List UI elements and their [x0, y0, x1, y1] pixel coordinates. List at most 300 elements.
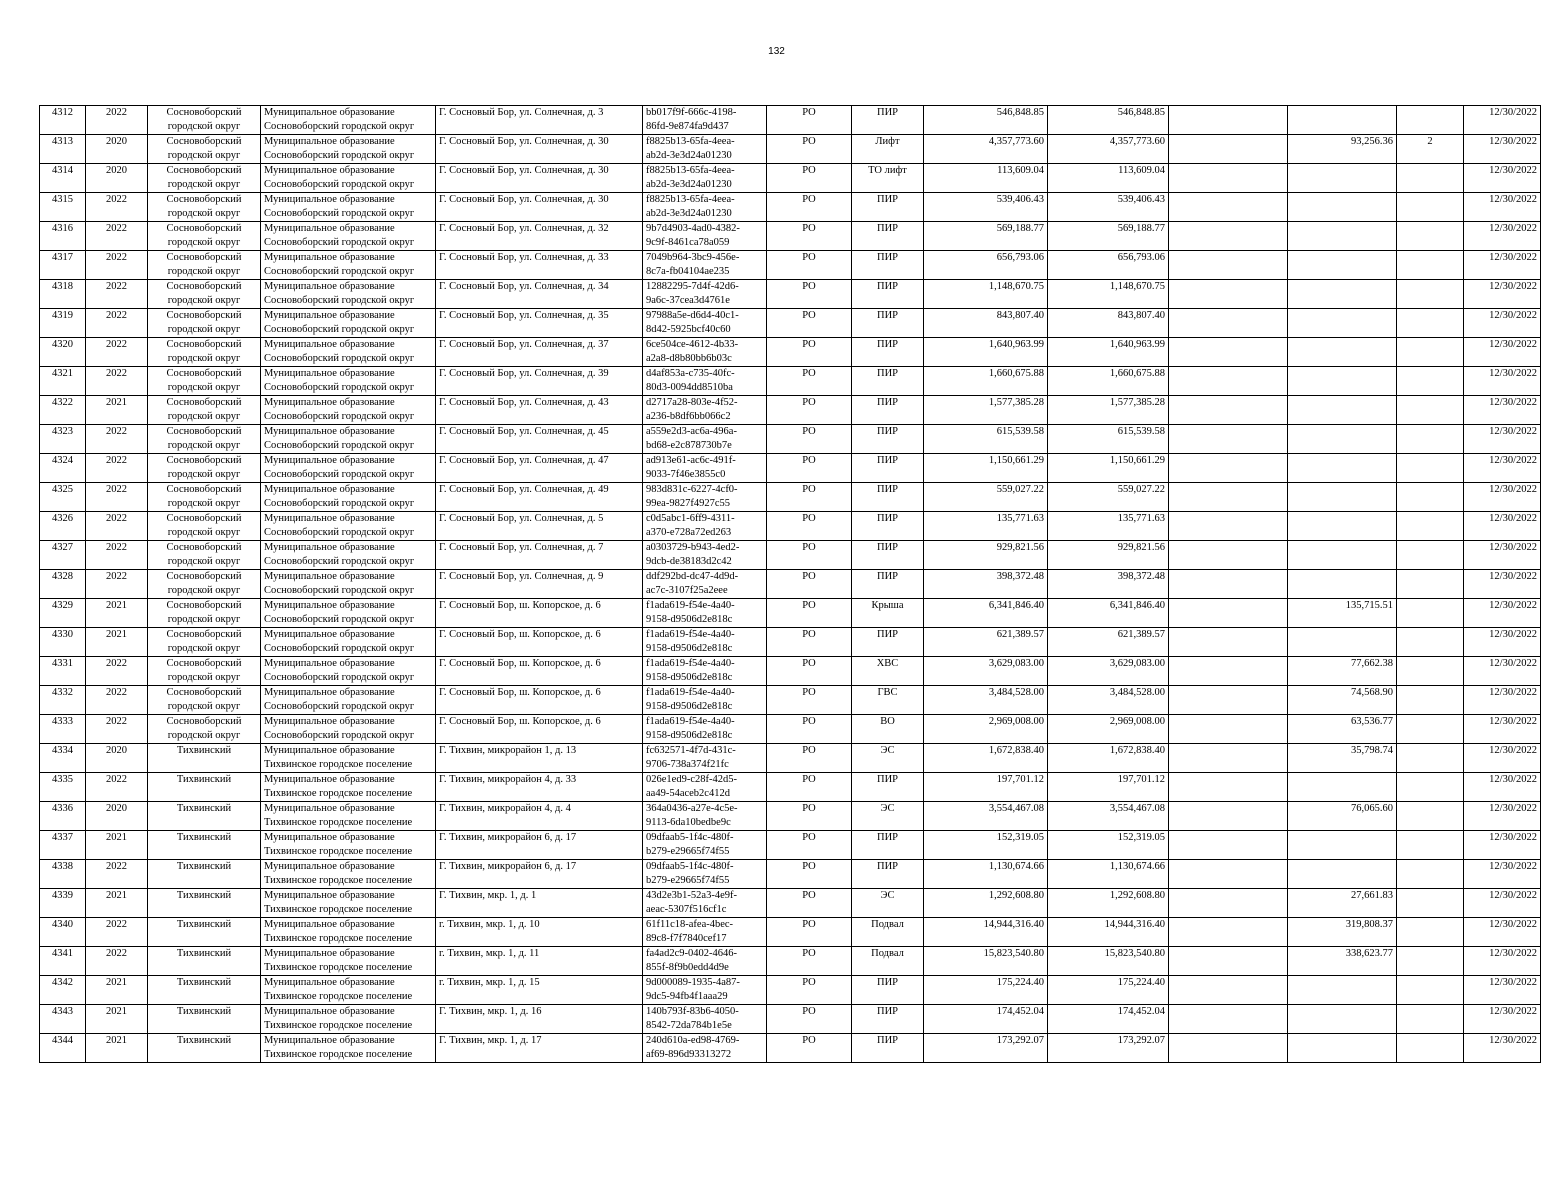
date-cell: 12/30/2022	[1464, 918, 1541, 947]
guid-line: 364a0436-a27e-4c5e-	[646, 803, 738, 814]
cost-cell: 6,341,846.40	[924, 599, 1048, 628]
address-cell: Г. Сосновый Бор, ш. Копорское, д. 6	[436, 715, 643, 744]
municipality-line: Муниципальное образование	[264, 223, 395, 234]
guid-cell	[643, 541, 767, 570]
municipality-line: Тихвинское городское поселение	[264, 1049, 413, 1060]
year-cell: 2022	[86, 657, 148, 686]
extra-amount-cell	[1288, 309, 1397, 338]
row-number-cell: 4315	[40, 193, 86, 222]
municipality-cell	[261, 744, 436, 773]
municipality-cell	[261, 570, 436, 599]
row-number-cell: 4332	[40, 686, 86, 715]
table-row	[40, 802, 1541, 831]
municipality-line: Муниципальное образование	[264, 281, 395, 292]
municipality-line: Муниципальное образование	[264, 600, 395, 611]
municipality-line: Муниципальное образование	[264, 484, 395, 495]
work-type-cell: ПИР	[852, 1005, 924, 1034]
extra-amount-cell: 135,715.51	[1288, 599, 1397, 628]
date-cell: 12/30/2022	[1464, 976, 1541, 1005]
municipality-cell	[261, 135, 436, 164]
type-cell: РО	[767, 338, 852, 367]
extra-cell-3	[1397, 483, 1464, 512]
work-type-cell: ГВС	[852, 686, 924, 715]
guid-line: 7049b964-3bc9-456e-	[646, 252, 740, 263]
municipality-cell	[261, 599, 436, 628]
municipality-line: Сосновоборский городской округ	[264, 295, 415, 306]
type-cell: РО	[767, 831, 852, 860]
guid-line: 80d3-0094dd8510ba	[646, 382, 733, 393]
guid-line: fc632571-4f7d-431c-	[646, 745, 736, 756]
guid-line: a559e2d3-ac6a-496a-	[646, 426, 737, 437]
amount-cell: 546,848.85	[1048, 106, 1169, 135]
address-cell: Г. Сосновый Бор, ул. Солнечная, д. 9	[436, 570, 643, 599]
extra-amount-cell	[1288, 976, 1397, 1005]
work-type-cell: ПИР	[852, 309, 924, 338]
district-cell	[148, 686, 261, 715]
guid-line: bd68-e2c878730b7e	[646, 440, 732, 451]
extra-cell-3	[1397, 512, 1464, 541]
guid-line: 9158-d9506d2e818c	[646, 614, 733, 625]
extra-amount-cell: 35,798.74	[1288, 744, 1397, 773]
extra-amount-cell	[1288, 773, 1397, 802]
year-cell: 2021	[86, 628, 148, 657]
extra-cell-3	[1397, 657, 1464, 686]
district-cell	[148, 454, 261, 483]
address-cell: Г. Сосновый Бор, ул. Солнечная, д. 49	[436, 483, 643, 512]
address-cell: Г. Сосновый Бор, ул. Солнечная, д. 39	[436, 367, 643, 396]
table-row	[40, 976, 1541, 1005]
extra-cell-1	[1169, 512, 1288, 541]
district-line: Тихвинский	[176, 1035, 232, 1046]
table-row	[40, 164, 1541, 193]
amount-cell: 398,372.48	[1048, 570, 1169, 599]
year-cell: 2021	[86, 889, 148, 918]
address-cell: Г. Тихвин, микрорайон 1, д. 13	[436, 744, 643, 773]
district-line: Сосновоборский	[166, 339, 242, 350]
cost-cell: 1,577,385.28	[924, 396, 1048, 425]
amount-cell: 113,609.04	[1048, 164, 1169, 193]
type-cell: РО	[767, 106, 852, 135]
guid-line: 9158-d9506d2e818c	[646, 672, 733, 683]
extra-cell-1	[1169, 976, 1288, 1005]
guid-line: 9dcb-de38183d2c42	[646, 556, 732, 567]
guid-cell	[643, 773, 767, 802]
amount-cell: 1,640,963.99	[1048, 338, 1169, 367]
date-cell: 12/30/2022	[1464, 628, 1541, 657]
municipality-cell	[261, 686, 436, 715]
district-line: городской округ	[167, 121, 241, 132]
table-row	[40, 251, 1541, 280]
extra-amount-cell	[1288, 251, 1397, 280]
address-cell: Г. Сосновый Бор, ул. Солнечная, д. 30	[436, 164, 643, 193]
extra-cell-3	[1397, 889, 1464, 918]
date-cell: 12/30/2022	[1464, 599, 1541, 628]
address-cell: Г. Тихвин, микрорайон 4, д. 4	[436, 802, 643, 831]
date-cell: 12/30/2022	[1464, 686, 1541, 715]
extra-amount-cell	[1288, 860, 1397, 889]
address-cell: Г. Тихвин, мкр. 1, д. 1	[436, 889, 643, 918]
district-line: Сосновоборский	[166, 310, 242, 321]
type-cell: РО	[767, 1005, 852, 1034]
table-row	[40, 135, 1541, 164]
cost-cell: 929,821.56	[924, 541, 1048, 570]
cost-cell: 1,292,608.80	[924, 889, 1048, 918]
address-cell: Г. Сосновый Бор, ул. Солнечная, д. 37	[436, 338, 643, 367]
row-number-cell: 4328	[40, 570, 86, 599]
municipality-line: Тихвинское городское поселение	[264, 904, 413, 915]
amount-cell: 621,389.57	[1048, 628, 1169, 657]
amount-cell: 1,150,661.29	[1048, 454, 1169, 483]
district-cell	[148, 802, 261, 831]
district-cell	[148, 164, 261, 193]
row-number-cell: 4342	[40, 976, 86, 1005]
extra-cell-3	[1397, 599, 1464, 628]
municipality-line: Муниципальное образование	[264, 774, 395, 785]
date-cell: 12/30/2022	[1464, 309, 1541, 338]
municipality-cell	[261, 483, 436, 512]
guid-line: 9a6c-37cea3d4761e	[646, 295, 730, 306]
municipality-line: Муниципальное образование	[264, 397, 395, 408]
extra-amount-cell	[1288, 570, 1397, 599]
guid-line: c0d5abc1-6ff9-4311-	[646, 513, 735, 524]
extra-cell-1	[1169, 106, 1288, 135]
municipality-line: Сосновоборский городской округ	[264, 150, 415, 161]
municipality-cell	[261, 425, 436, 454]
extra-cell-1	[1169, 570, 1288, 599]
extra-amount-cell: 27,661.83	[1288, 889, 1397, 918]
guid-cell	[643, 889, 767, 918]
municipality-line: Муниципальное образование	[264, 716, 395, 727]
district-line: городской округ	[167, 353, 241, 364]
guid-line: f1ada619-f54e-4a40-	[646, 687, 735, 698]
district-cell	[148, 773, 261, 802]
district-line: Сосновоборский	[166, 600, 242, 611]
cost-cell: 559,027.22	[924, 483, 1048, 512]
extra-amount-cell	[1288, 1005, 1397, 1034]
extra-amount-cell	[1288, 367, 1397, 396]
extra-amount-cell: 338,623.77	[1288, 947, 1397, 976]
address-cell: Г. Сосновый Бор, ш. Копорское, д. 6	[436, 599, 643, 628]
cost-cell: 656,793.06	[924, 251, 1048, 280]
cost-cell: 135,771.63	[924, 512, 1048, 541]
extra-amount-cell: 63,536.77	[1288, 715, 1397, 744]
extra-amount-cell	[1288, 396, 1397, 425]
municipality-cell	[261, 280, 436, 309]
district-line: Тихвинский	[176, 948, 232, 959]
municipality-cell	[261, 947, 436, 976]
cost-cell: 1,672,838.40	[924, 744, 1048, 773]
municipality-line: Муниципальное образование	[264, 252, 395, 263]
district-cell	[148, 425, 261, 454]
work-type-cell: ПИР	[852, 193, 924, 222]
extra-cell-1	[1169, 918, 1288, 947]
cost-cell: 1,660,675.88	[924, 367, 1048, 396]
address-cell: Г. Тихвин, микрорайон 6, д. 17	[436, 860, 643, 889]
type-cell: РО	[767, 802, 852, 831]
extra-amount-cell	[1288, 425, 1397, 454]
municipality-line: Тихвинское городское поселение	[264, 933, 413, 944]
district-line: Сосновоборский	[166, 716, 242, 727]
amount-cell: 1,672,838.40	[1048, 744, 1169, 773]
table-row	[40, 425, 1541, 454]
guid-line: ab2d-3e3d24a01230	[646, 208, 732, 219]
type-cell: РО	[767, 367, 852, 396]
municipality-cell	[261, 773, 436, 802]
guid-line: 9c9f-8461ca78a059	[646, 237, 730, 248]
extra-cell-1	[1169, 338, 1288, 367]
extra-cell-3	[1397, 164, 1464, 193]
amount-cell: 4,357,773.60	[1048, 135, 1169, 164]
table-row	[40, 396, 1541, 425]
extra-cell-1	[1169, 599, 1288, 628]
row-number-cell: 4312	[40, 106, 86, 135]
year-cell: 2022	[86, 715, 148, 744]
municipality-line: Сосновоборский городской округ	[264, 324, 415, 335]
work-type-cell: ПИР	[852, 367, 924, 396]
date-cell: 12/30/2022	[1464, 889, 1541, 918]
extra-cell-1	[1169, 947, 1288, 976]
year-cell: 2021	[86, 396, 148, 425]
guid-cell	[643, 193, 767, 222]
guid-cell	[643, 918, 767, 947]
work-type-cell: ПИР	[852, 773, 924, 802]
work-type-cell: ХВС	[852, 657, 924, 686]
district-line: Сосновоборский	[166, 281, 242, 292]
row-number-cell: 4327	[40, 541, 86, 570]
guid-cell	[643, 164, 767, 193]
row-number-cell: 4330	[40, 628, 86, 657]
municipality-line: Тихвинское городское поселение	[264, 788, 413, 799]
district-line: Сосновоборский	[166, 107, 242, 118]
amount-cell: 539,406.43	[1048, 193, 1169, 222]
guid-line: f8825b13-65fa-4eea-	[646, 136, 735, 147]
district-cell	[148, 599, 261, 628]
cost-cell: 174,452.04	[924, 1005, 1048, 1034]
type-cell: РО	[767, 860, 852, 889]
row-number-cell: 4344	[40, 1034, 86, 1063]
cost-cell: 398,372.48	[924, 570, 1048, 599]
type-cell: РО	[767, 599, 852, 628]
row-number-cell: 4325	[40, 483, 86, 512]
municipality-line: Муниципальное образование	[264, 745, 395, 756]
extra-cell-3	[1397, 106, 1464, 135]
work-type-cell: Подвал	[852, 918, 924, 947]
cost-cell: 1,640,963.99	[924, 338, 1048, 367]
amount-cell: 615,539.58	[1048, 425, 1169, 454]
extra-amount-cell	[1288, 222, 1397, 251]
work-type-cell: Подвал	[852, 947, 924, 976]
extra-cell-3	[1397, 222, 1464, 251]
guid-line: f1ada619-f54e-4a40-	[646, 629, 735, 640]
address-cell: г. Тихвин, мкр. 1, д. 15	[436, 976, 643, 1005]
guid-cell	[643, 947, 767, 976]
work-type-cell: ПИР	[852, 831, 924, 860]
municipality-cell	[261, 657, 436, 686]
extra-cell-1	[1169, 773, 1288, 802]
guid-cell	[643, 599, 767, 628]
guid-cell	[643, 715, 767, 744]
row-number-cell: 4329	[40, 599, 86, 628]
work-type-cell: ЭС	[852, 744, 924, 773]
row-number-cell: 4337	[40, 831, 86, 860]
guid-cell	[643, 570, 767, 599]
table-row	[40, 367, 1541, 396]
district-line: городской округ	[167, 382, 241, 393]
amount-cell: 197,701.12	[1048, 773, 1169, 802]
table-row	[40, 715, 1541, 744]
municipality-cell	[261, 889, 436, 918]
district-cell	[148, 831, 261, 860]
date-cell: 12/30/2022	[1464, 135, 1541, 164]
extra-cell-1	[1169, 686, 1288, 715]
municipality-line: Тихвинское городское поселение	[264, 875, 413, 886]
type-cell: РО	[767, 396, 852, 425]
amount-cell: 175,224.40	[1048, 976, 1169, 1005]
extra-amount-cell: 74,568.90	[1288, 686, 1397, 715]
extra-amount-cell	[1288, 483, 1397, 512]
guid-line: 43d2e3b1-52a3-4e9f-	[646, 890, 737, 901]
guid-line: 8c7a-fb04104ae235	[646, 266, 730, 277]
extra-amount-cell	[1288, 628, 1397, 657]
district-cell	[148, 1005, 261, 1034]
guid-line: 9706-738a374f21fc	[646, 759, 729, 770]
type-cell: РО	[767, 541, 852, 570]
municipality-line: Муниципальное образование	[264, 629, 395, 640]
extra-cell-1	[1169, 425, 1288, 454]
district-line: Сосновоборский	[166, 368, 242, 379]
guid-line: b279-e29665f74f55	[646, 846, 730, 857]
work-type-cell: ПИР	[852, 628, 924, 657]
district-cell	[148, 309, 261, 338]
table-row	[40, 947, 1541, 976]
district-cell	[148, 367, 261, 396]
date-cell: 12/30/2022	[1464, 512, 1541, 541]
date-cell: 12/30/2022	[1464, 744, 1541, 773]
work-type-cell: ПИР	[852, 860, 924, 889]
cost-cell: 546,848.85	[924, 106, 1048, 135]
municipality-line: Муниципальное образование	[264, 687, 395, 698]
district-line: городской округ	[167, 498, 241, 509]
type-cell: РО	[767, 947, 852, 976]
year-cell: 2020	[86, 744, 148, 773]
district-cell	[148, 860, 261, 889]
row-number-cell: 4319	[40, 309, 86, 338]
date-cell: 12/30/2022	[1464, 657, 1541, 686]
extra-cell-1	[1169, 483, 1288, 512]
address-cell: Г. Сосновый Бор, ул. Солнечная, д. 35	[436, 309, 643, 338]
type-cell: РО	[767, 976, 852, 1005]
municipality-cell	[261, 222, 436, 251]
work-type-cell: ТО лифт	[852, 164, 924, 193]
extra-amount-cell	[1288, 831, 1397, 860]
district-line: Сосновоборский	[166, 397, 242, 408]
municipality-line: Тихвинское городское поселение	[264, 991, 413, 1002]
guid-line: 9dc5-94fb4f1aaa29	[646, 991, 728, 1002]
guid-cell	[643, 251, 767, 280]
year-cell: 2022	[86, 947, 148, 976]
district-line: Сосновоборский	[166, 513, 242, 524]
district-line: Тихвинский	[176, 803, 232, 814]
address-cell: Г. Тихвин, мкр. 1, д. 16	[436, 1005, 643, 1034]
guid-cell	[643, 222, 767, 251]
municipality-line: Сосновоборский городской округ	[264, 469, 415, 480]
guid-line: 8542-72da784b1e5e	[646, 1020, 732, 1031]
extra-amount-cell	[1288, 280, 1397, 309]
table-row	[40, 193, 1541, 222]
row-number-cell: 4336	[40, 802, 86, 831]
district-line: Сосновоборский	[166, 194, 242, 205]
guid-line: d4af853a-c735-40fc-	[646, 368, 735, 379]
work-type-cell: ЭС	[852, 802, 924, 831]
row-number-cell: 4340	[40, 918, 86, 947]
type-cell: РО	[767, 657, 852, 686]
district-line: Тихвинский	[176, 890, 232, 901]
guid-line: a370-e728a72ed263	[646, 527, 732, 538]
district-line: городской округ	[167, 730, 241, 741]
municipality-line: Муниципальное образование	[264, 890, 395, 901]
municipality-cell	[261, 454, 436, 483]
guid-line: d2717a28-803e-4f52-	[646, 397, 738, 408]
table-row	[40, 280, 1541, 309]
table-row	[40, 889, 1541, 918]
district-line: Тихвинский	[176, 919, 232, 930]
guid-line: a2a8-d8b80bb6b03c	[646, 353, 732, 364]
guid-line: aeac-5307f516cf1c	[646, 904, 727, 915]
guid-cell	[643, 657, 767, 686]
amount-cell: 15,823,540.80	[1048, 947, 1169, 976]
amount-cell: 135,771.63	[1048, 512, 1169, 541]
type-cell: РО	[767, 628, 852, 657]
address-cell: Г. Сосновый Бор, ш. Копорское, д. 6	[436, 657, 643, 686]
municipality-cell	[261, 164, 436, 193]
date-cell: 12/30/2022	[1464, 367, 1541, 396]
municipality-cell	[261, 512, 436, 541]
guid-line: aa49-54aceb2c412d	[646, 788, 730, 799]
table-row	[40, 918, 1541, 947]
extra-cell-3	[1397, 367, 1464, 396]
table-row	[40, 744, 1541, 773]
district-cell	[148, 512, 261, 541]
table-row	[40, 483, 1541, 512]
extra-cell-1	[1169, 889, 1288, 918]
date-cell: 12/30/2022	[1464, 802, 1541, 831]
guid-line: 140b793f-83b6-4050-	[646, 1006, 739, 1017]
year-cell: 2022	[86, 222, 148, 251]
guid-cell	[643, 744, 767, 773]
date-cell: 12/30/2022	[1464, 773, 1541, 802]
guid-cell	[643, 1005, 767, 1034]
municipality-cell	[261, 193, 436, 222]
extra-amount-cell	[1288, 1034, 1397, 1063]
district-line: Сосновоборский	[166, 223, 242, 234]
table-row	[40, 628, 1541, 657]
work-type-cell: ПИР	[852, 976, 924, 1005]
district-line: Тихвинский	[176, 832, 232, 843]
extra-cell-3	[1397, 744, 1464, 773]
table-row	[40, 454, 1541, 483]
type-cell: РО	[767, 773, 852, 802]
address-cell: Г. Сосновый Бор, ул. Солнечная, д. 45	[436, 425, 643, 454]
municipality-cell	[261, 802, 436, 831]
work-type-cell: ПИР	[852, 280, 924, 309]
type-cell: РО	[767, 425, 852, 454]
extra-cell-3	[1397, 628, 1464, 657]
type-cell: РО	[767, 512, 852, 541]
district-line: городской округ	[167, 556, 241, 567]
extra-cell-3	[1397, 918, 1464, 947]
municipality-cell	[261, 367, 436, 396]
guid-cell	[643, 106, 767, 135]
